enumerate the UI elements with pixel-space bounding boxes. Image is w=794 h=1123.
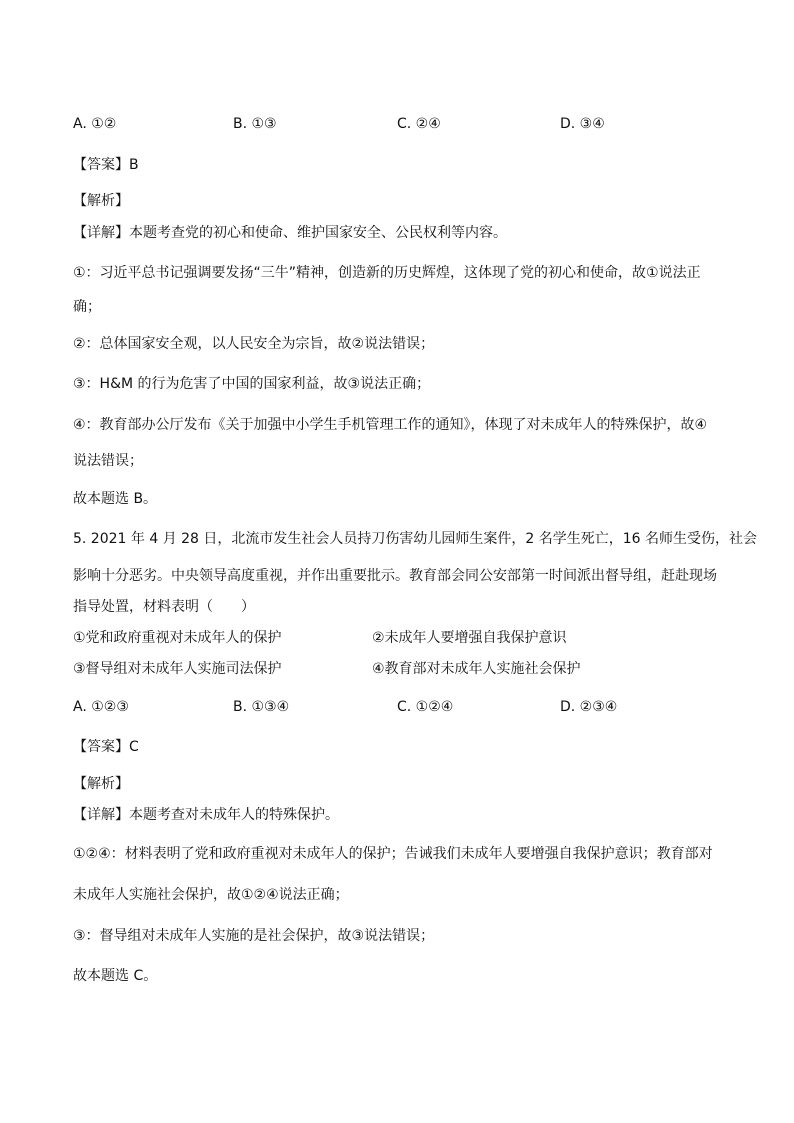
q4-answer: 【答案】B [73, 157, 139, 173]
q5-stem-line-2: 影响十分恶劣。中央领导高度重视，并作出重要批示。教育部会同公安部第一时间派出督导组，赶赴现场 [73, 568, 717, 584]
q4-point-4a: ④：教育部办公厅发布《关于加强中小学生手机管理工作的通知》，体现了对未成年人的特殊保护，故④ [73, 417, 708, 433]
q5-item-3: ③督导组对未成年人实施司法保护 [73, 661, 282, 677]
q4-detail: 【详解】本题考查党的初心和使命、维护国家安全、公民权利等内容。 [73, 225, 507, 241]
q4-point-2: ②：总体国家安全观，以人民安全为宗旨，故②说法错误； [73, 336, 435, 352]
q5-point-2: ③：督导组对未成年人实施的是社会保护，故③说法错误； [73, 928, 435, 944]
q5-option-d: D. ②③④ [560, 699, 618, 715]
q4-analysis-label: 【解析】 [73, 193, 129, 209]
q5-detail: 【详解】本题考查对未成年人的特殊保护。 [73, 807, 339, 823]
q4-option-d: D. ③④ [560, 116, 605, 132]
q5-point-1a: ①②④：材料表明了党和政府重视对未成年人的保护；告诫我们未成年人要增强自我保护意识；教育部对 [73, 846, 713, 862]
q4-point-3: ③：H&M 的行为危害了中国的国家利益，故③说法正确； [73, 376, 431, 392]
q5-option-b: B. ①③④ [233, 699, 290, 715]
q5-item-1: ①党和政府重视对未成年人的保护 [73, 630, 282, 646]
q5-item-4: ④教育部对未成年人实施社会保护 [372, 661, 581, 677]
q4-option-b: B. ①③ [233, 116, 277, 132]
q4-point-1b: 确； [73, 299, 101, 315]
q4-point-1a: ①：习近平总书记强调要发扬“三牛”精神，创造新的历史辉煌，这体现了党的初心和使命，故①说法正 [73, 265, 701, 281]
q4-point-4b: 说法错误； [73, 453, 143, 469]
q4-option-a: A. ①② [73, 116, 117, 132]
q5-option-c: C. ①②④ [397, 699, 454, 715]
q4-conclusion: 故本题选 B。 [73, 491, 158, 507]
q5-conclusion: 故本题选 C。 [73, 968, 158, 984]
q5-option-a: A. ①②③ [73, 699, 129, 715]
q5-stem-line-1: 5. 2021 年 4 月 28 日，北流市发生社会人员持刀伤害幼儿园师生案件，2 名学生死亡，16 名师生受伤，社会 [73, 531, 758, 547]
q4-option-c: C. ②④ [397, 116, 441, 132]
q5-point-1b: 未成年人实施社会保护，故①②④说法正确； [73, 887, 349, 903]
q5-answer: 【答案】C [73, 739, 139, 755]
q5-item-2: ②未成年人要增强自我保护意识 [372, 630, 567, 646]
q5-stem-line-3: 指导处置，材料表明（ ） [73, 599, 255, 615]
q5-analysis-label: 【解析】 [73, 776, 129, 792]
